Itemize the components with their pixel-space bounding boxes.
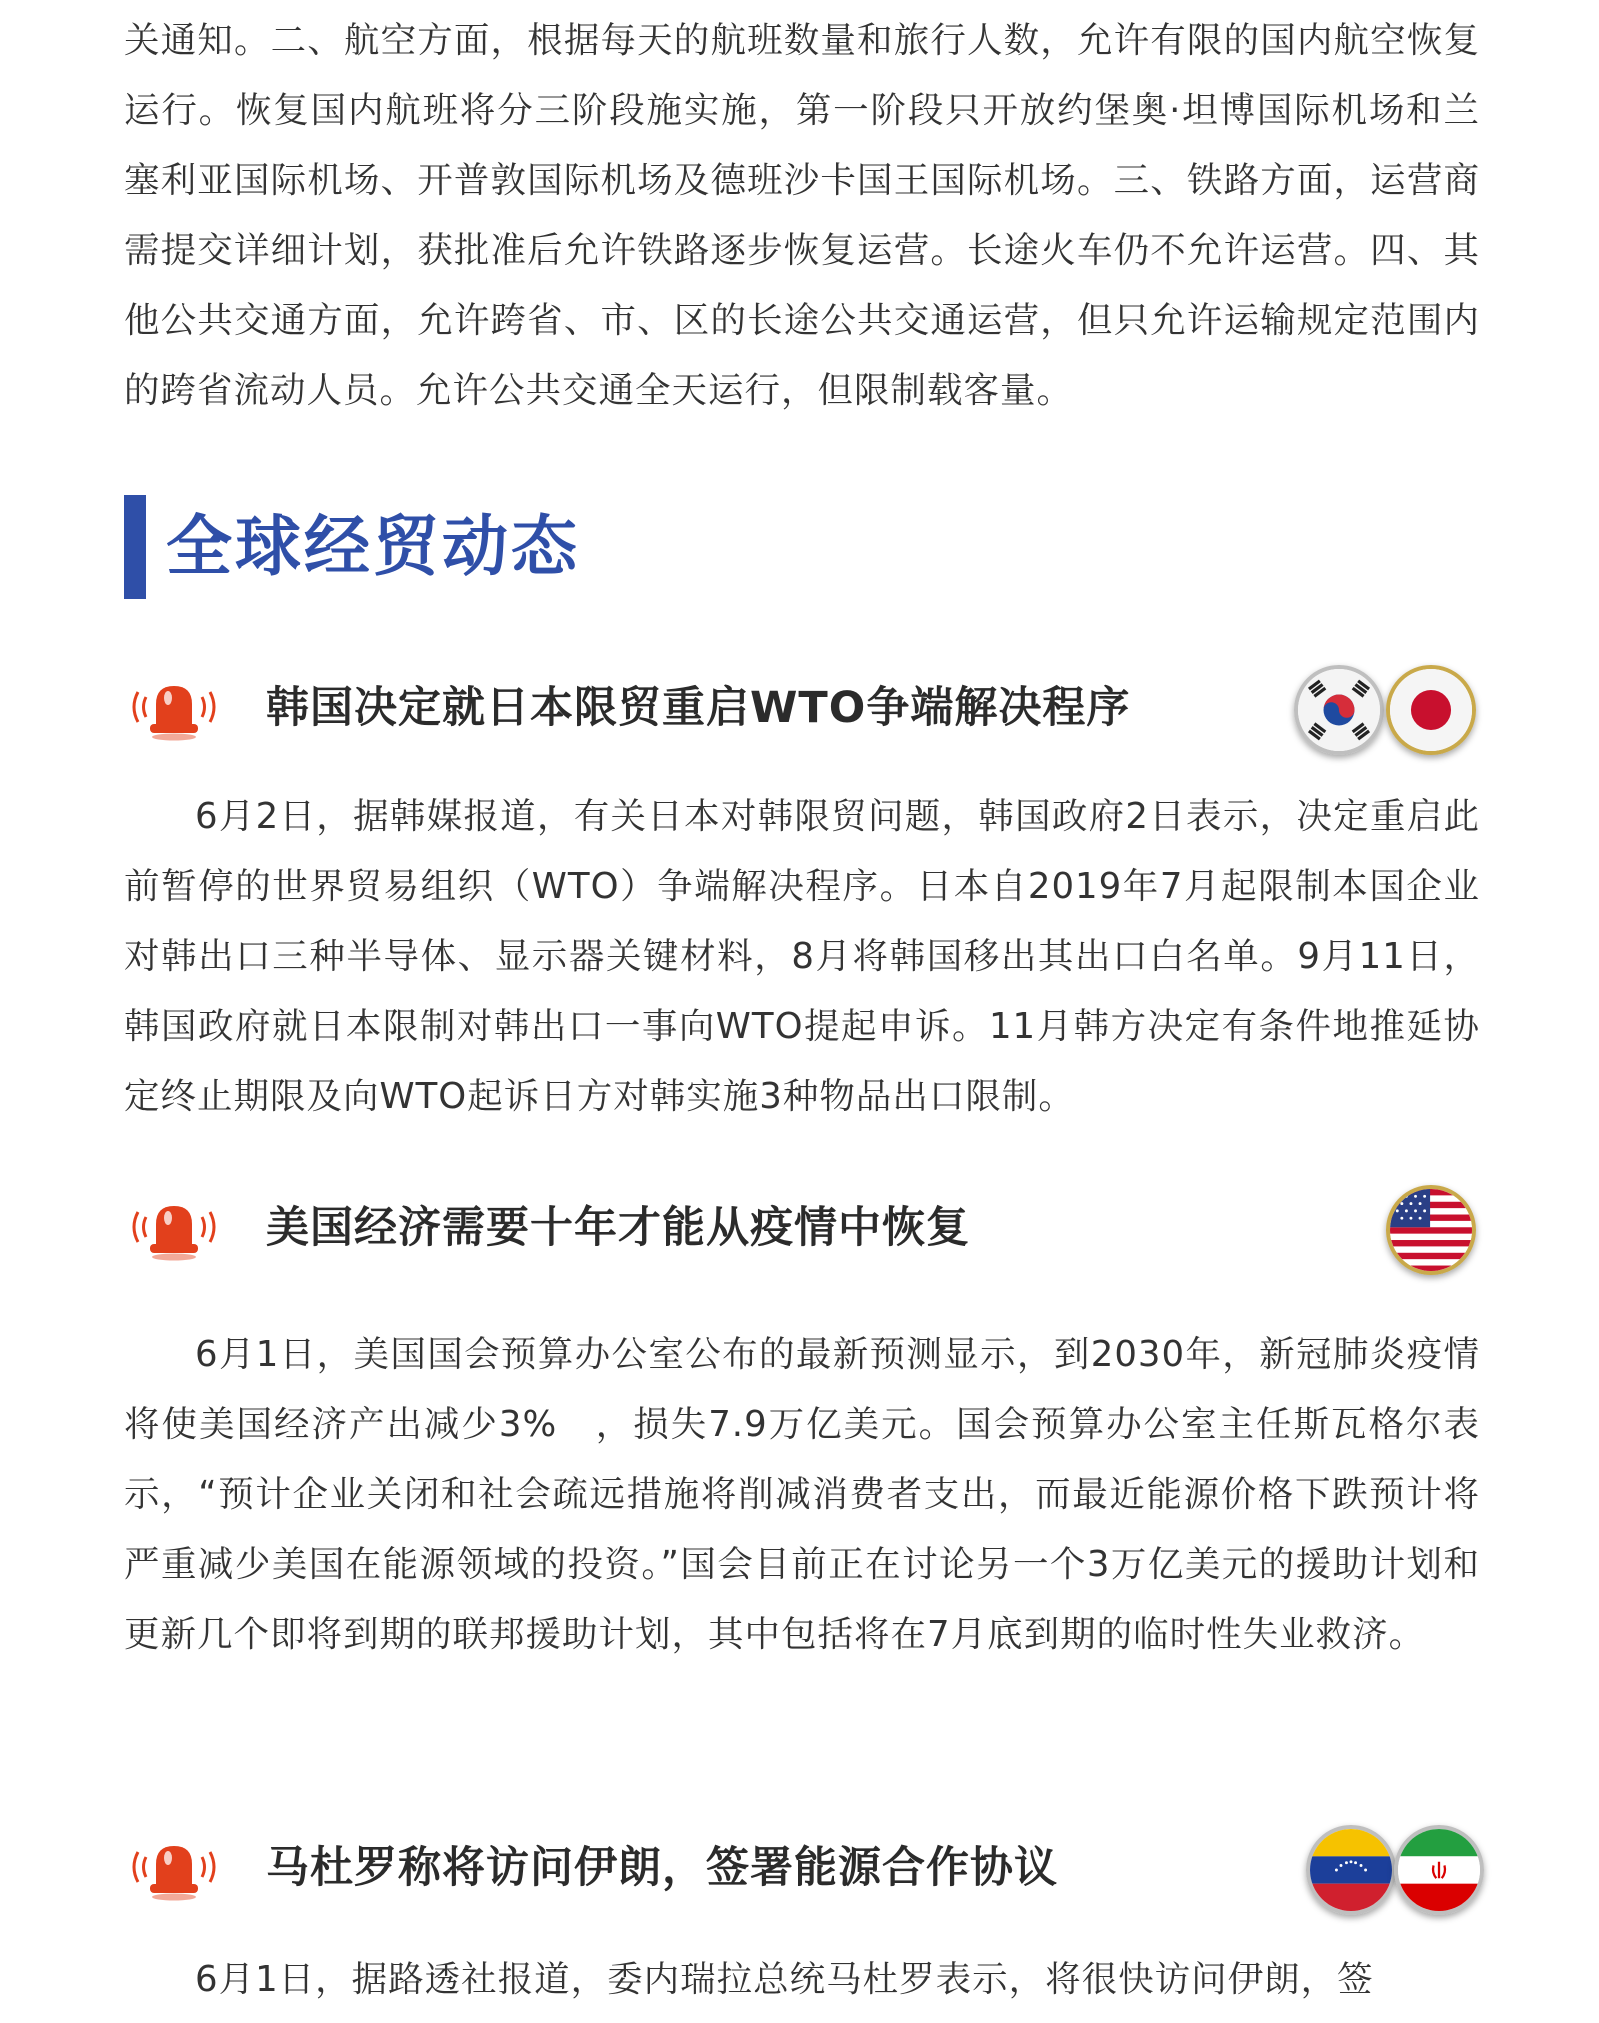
news-headline: 马杜罗称将访问伊朗，签署能源合作协议 bbox=[266, 1843, 1058, 1893]
south-korea-flag-icon bbox=[1294, 665, 1384, 755]
intro-paragraph: 关通知。二、航空方面，根据每天的航班数量和旅行人数，允许有限的国内航空恢复运行。恢复国内航班将分三阶段施实施，第一阶段只开放约堡奥·坦博国际机场和兰塞利亚国际机场、开普敦国际机场及德班沙卡国王国际机场。三、铁路方面，运营商需提交详细计划，获批准后允许铁路逐步恢复运营。长途火车仍不允许运营。四、其他公共交通方面，允许跨省、市、区的长途公共交通运营，但只允许运输规定范围内的跨省流动人员。允许公共交通全天运行，但限制载客量。 bbox=[124, 20, 1480, 411]
usa-flag-icon bbox=[1386, 1185, 1476, 1275]
alarm-bell-icon bbox=[124, 674, 224, 744]
news-headline: 美国经济需要十年才能从疫情中恢复 bbox=[266, 1203, 970, 1253]
iran-flag-icon bbox=[1394, 1825, 1484, 1915]
news-headline: 韩国决定就日本限贸重启WTO争端解决程序 bbox=[266, 683, 1131, 733]
alarm-bell-icon bbox=[124, 1194, 224, 1264]
news-header bbox=[124, 1180, 1494, 1280]
news-body: 6月1日，据路透社报道，委内瑞拉总统马杜罗表示，将很快访问伊朗，签 bbox=[195, 1959, 1374, 2000]
news-header bbox=[124, 1820, 1494, 1920]
news-body: 6月2日，据韩媒报道，有关日本对韩限贸问题，韩国政府2日表示，决定重启此前暂停的世界贸易组织（WTO）争端解决程序。日本自2019年7月起限制本国企业对韩出口三种半导体、显示器关键材料，8月将韩国移出其出口白名单。9月11日，韩国政府就日本限制对韩出口一事向WTO提起申诉。11月韩方决定有条件地推延协定终止期限及向WTO起诉日方对韩实施3种物品出口限制。 bbox=[124, 796, 1480, 1117]
venezuela-flag-icon bbox=[1306, 1825, 1396, 1915]
section-accent-bar bbox=[124, 495, 146, 599]
news-header bbox=[124, 660, 1494, 760]
japan-flag-icon bbox=[1386, 665, 1476, 755]
section-title: 全球经贸动态 bbox=[166, 508, 580, 585]
news-body: 6月1日，美国国会预算办公室公布的最新预测显示，到2030年，新冠肺炎疫情将使美国经济产出减少3% ，损失7.9万亿美元。国会预算办公室主任斯瓦格尔表示，“预计企业关闭和社会疏远措施将削减消费者支出，而最近能源价格下跌预计将严重减少美国在能源领域的投资。”国会目前正在讨论另一个3万亿美元的援助计划和更新几个即将到期的联邦援助计划，其中包括将在7月底到期的临时性失业救济。 bbox=[124, 1334, 1480, 1655]
alarm-bell-icon bbox=[124, 1834, 224, 1904]
